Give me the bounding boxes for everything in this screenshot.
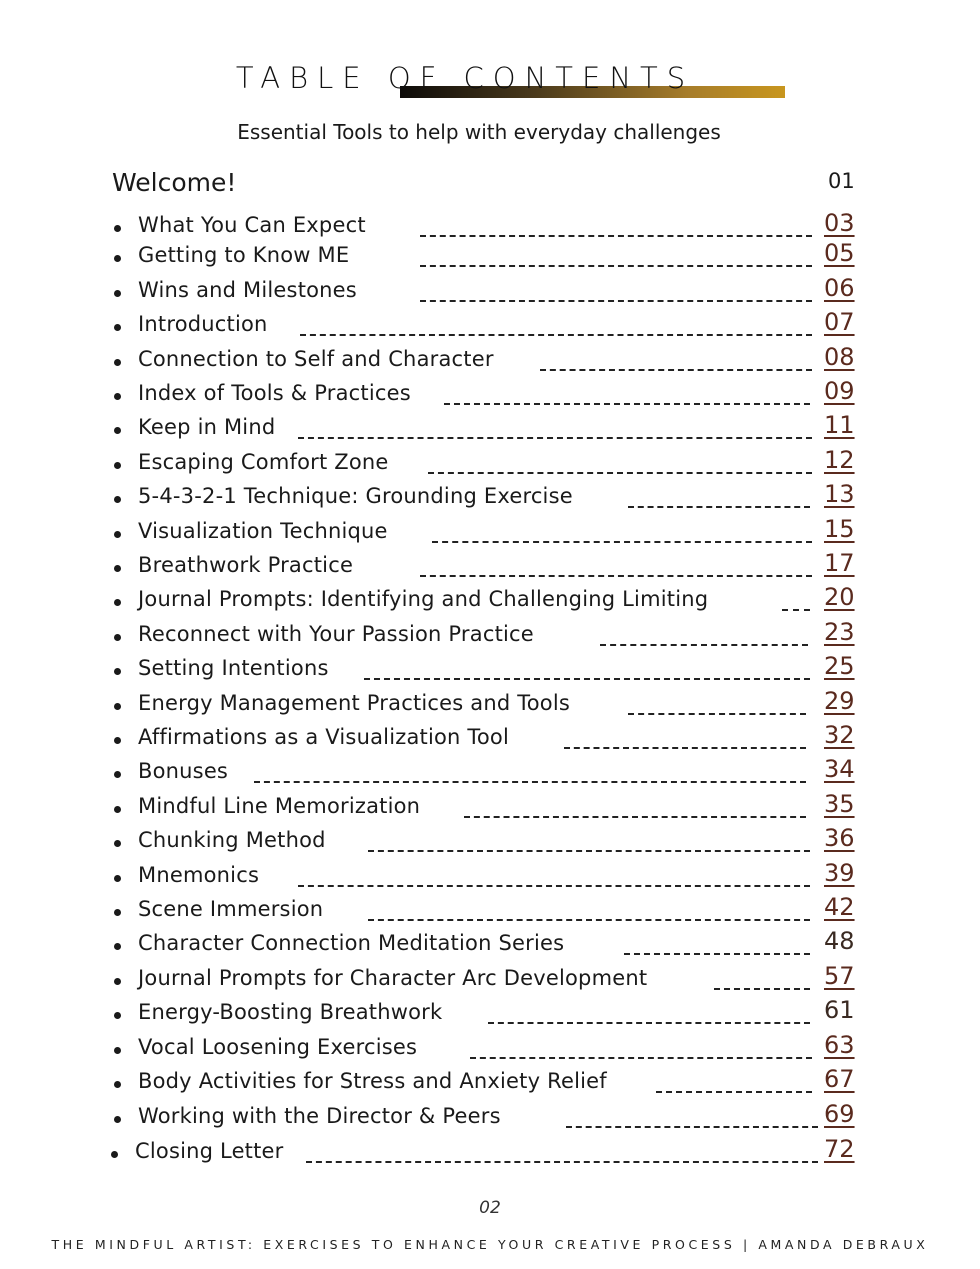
welcome-label[interactable]: Welcome! bbox=[112, 168, 237, 197]
toc-entry[interactable] bbox=[0, 379, 980, 411]
welcome-page-number[interactable]: 01 bbox=[828, 169, 855, 193]
toc-entry[interactable] bbox=[0, 861, 980, 893]
toc-entry-label[interactable]: What You Can Expect bbox=[138, 213, 366, 237]
footer-text: THE MINDFUL ARTIST: EXERCISES TO ENHANCE YOUR CREATIVE PROCESS | AMANDA DEBRAUX bbox=[51, 1237, 929, 1252]
toc-entry-page-link[interactable]: 07 bbox=[824, 308, 855, 336]
dotted-leader bbox=[714, 988, 810, 990]
toc-entry-page-link[interactable]: 11 bbox=[824, 411, 855, 439]
toc-entry-label[interactable]: Character Connection Meditation Series bbox=[138, 931, 565, 955]
toc-entry-page-link[interactable]: 03 bbox=[824, 209, 855, 237]
dotted-leader bbox=[444, 403, 810, 405]
toc-entry-page-link[interactable]: 09 bbox=[824, 377, 855, 405]
toc-entry-label[interactable]: Energy Management Practices and Tools bbox=[138, 691, 571, 715]
toc-entry[interactable] bbox=[0, 929, 980, 961]
bullet-icon bbox=[114, 634, 121, 641]
toc-entry-page-link[interactable]: 15 bbox=[824, 515, 855, 543]
toc-entry[interactable] bbox=[0, 1067, 980, 1099]
dotted-leader bbox=[300, 334, 812, 336]
toc-entry-page-link[interactable]: 69 bbox=[824, 1100, 855, 1128]
toc-entry-label[interactable]: Breathwork Practice bbox=[138, 553, 354, 577]
toc-entry-page-link[interactable]: 20 bbox=[824, 583, 855, 611]
dotted-leader bbox=[566, 1126, 818, 1128]
toc-entry-label[interactable]: Working with the Director & Peers bbox=[138, 1104, 501, 1128]
toc-entry-page-link[interactable]: 23 bbox=[824, 618, 855, 646]
bullet-icon bbox=[114, 255, 121, 262]
bullet-icon bbox=[114, 565, 121, 572]
toc-entry-page-link[interactable]: 36 bbox=[824, 824, 855, 852]
bullet-icon bbox=[114, 875, 121, 882]
toc-entry-label[interactable]: Reconnect with Your Passion Practice bbox=[138, 622, 534, 646]
dotted-leader bbox=[364, 678, 810, 680]
toc-entry[interactable] bbox=[0, 241, 980, 273]
toc-entry-label[interactable]: Introduction bbox=[138, 312, 268, 336]
dotted-leader bbox=[298, 437, 812, 439]
toc-entry-page-link[interactable]: 57 bbox=[824, 962, 855, 990]
toc-entry-page-link[interactable]: 08 bbox=[824, 343, 855, 371]
bullet-icon bbox=[114, 978, 121, 985]
toc-entry[interactable] bbox=[0, 1137, 980, 1169]
bullet-icon bbox=[114, 806, 121, 813]
toc-entry-label[interactable]: Index of Tools & Practices bbox=[138, 381, 411, 405]
bullet-icon bbox=[114, 290, 121, 297]
toc-entry-label[interactable]: Energy-Boosting Breathwork bbox=[138, 1000, 443, 1024]
dotted-leader bbox=[628, 506, 810, 508]
dotted-leader bbox=[470, 1057, 812, 1059]
bullet-icon bbox=[111, 1151, 118, 1158]
toc-entry-page-link[interactable]: 25 bbox=[824, 652, 855, 680]
toc-entry[interactable] bbox=[0, 413, 980, 445]
bullet-icon bbox=[114, 1047, 121, 1054]
toc-entry-label[interactable]: Wins and Milestones bbox=[138, 278, 357, 302]
bullet-icon bbox=[114, 427, 121, 434]
toc-entry[interactable] bbox=[0, 757, 980, 789]
bullet-icon bbox=[114, 1012, 121, 1019]
toc-entry[interactable] bbox=[0, 517, 980, 549]
toc-entry[interactable] bbox=[0, 689, 980, 721]
bullet-icon bbox=[114, 393, 121, 400]
toc-entry-label[interactable]: Mnemonics bbox=[138, 863, 260, 887]
toc-entry-label[interactable]: Visualization Technique bbox=[138, 519, 388, 543]
toc-entry-label[interactable]: Affirmations as a Visualization Tool bbox=[138, 725, 510, 749]
toc-entry-page-link[interactable]: 05 bbox=[824, 239, 855, 267]
dotted-leader bbox=[432, 541, 812, 543]
toc-entry-page-link[interactable]: 67 bbox=[824, 1065, 855, 1093]
toc-entry-label[interactable]: Connection to Self and Character bbox=[138, 347, 494, 371]
toc-entry[interactable] bbox=[0, 310, 980, 342]
toc-entry-page-link[interactable]: 39 bbox=[824, 859, 855, 887]
page-number: 02 bbox=[479, 1198, 501, 1218]
toc-entry[interactable] bbox=[0, 723, 980, 755]
toc-entry[interactable] bbox=[0, 792, 980, 824]
toc-entry-label[interactable]: Chunking Method bbox=[138, 828, 326, 852]
toc-entry[interactable] bbox=[0, 345, 980, 377]
bullet-icon bbox=[114, 771, 121, 778]
dotted-leader bbox=[628, 713, 806, 715]
dotted-leader bbox=[656, 1091, 812, 1093]
toc-entry-page-link[interactable]: 13 bbox=[824, 480, 855, 508]
toc-entry[interactable] bbox=[0, 1102, 980, 1134]
bullet-icon bbox=[114, 703, 121, 710]
toc-entry-label[interactable]: Body Activities for Stress and Anxiety Relief bbox=[138, 1069, 607, 1093]
toc-entry-page-link[interactable]: 72 bbox=[824, 1135, 855, 1163]
bullet-icon bbox=[114, 225, 121, 232]
dotted-leader bbox=[624, 953, 810, 955]
title-block bbox=[0, 58, 980, 102]
bullet-icon bbox=[114, 909, 121, 916]
toc-entry-page-link[interactable]: 48 bbox=[824, 927, 855, 955]
toc-entry-label[interactable]: Journal Prompts for Character Arc Development bbox=[138, 966, 648, 990]
toc-entry-label[interactable]: Setting Intentions bbox=[138, 656, 329, 680]
dotted-leader bbox=[540, 369, 812, 371]
page-title: TABLE OF CONTENTS bbox=[235, 61, 695, 95]
dotted-leader bbox=[420, 265, 812, 267]
dotted-leader bbox=[254, 781, 806, 783]
dotted-leader bbox=[420, 575, 812, 577]
toc-entry-label[interactable]: Vocal Loosening Exercises bbox=[138, 1035, 418, 1059]
toc-entry[interactable] bbox=[0, 826, 980, 858]
dotted-leader bbox=[782, 609, 810, 611]
toc-entry[interactable] bbox=[0, 895, 980, 927]
dotted-leader bbox=[368, 850, 810, 852]
dotted-leader bbox=[368, 919, 810, 921]
toc-entry-page-link[interactable]: 06 bbox=[824, 274, 855, 302]
bullet-icon bbox=[114, 462, 121, 469]
toc-entry[interactable] bbox=[0, 482, 980, 514]
dotted-leader bbox=[600, 644, 808, 646]
toc-entry-label[interactable]: Mindful Line Memorization bbox=[138, 794, 421, 818]
toc-entry-page-link[interactable]: 32 bbox=[824, 721, 855, 749]
dotted-leader bbox=[298, 885, 810, 887]
bullet-icon bbox=[114, 531, 121, 538]
dotted-leader bbox=[428, 472, 812, 474]
bullet-icon bbox=[114, 737, 121, 744]
bullet-icon bbox=[114, 599, 121, 606]
toc-entry-label[interactable]: Journal Prompts: Identifying and Challenging Limiting bbox=[138, 587, 709, 611]
toc-entry-page-link[interactable]: 35 bbox=[824, 790, 855, 818]
toc-entry[interactable] bbox=[0, 654, 980, 686]
toc-entry[interactable] bbox=[0, 964, 980, 996]
toc-entry-label[interactable]: Closing Letter bbox=[135, 1139, 284, 1163]
toc-entry-page-link[interactable]: 63 bbox=[824, 1031, 855, 1059]
toc-entry-label[interactable]: Bonuses bbox=[138, 759, 229, 783]
dotted-leader bbox=[488, 1022, 810, 1024]
toc-entry-page-link[interactable]: 12 bbox=[824, 446, 855, 474]
toc-entry-page-link[interactable]: 34 bbox=[824, 755, 855, 783]
toc-entry-page-link[interactable]: 29 bbox=[824, 687, 855, 715]
bullet-icon bbox=[114, 840, 121, 847]
toc-entry-label[interactable]: Scene Immersion bbox=[138, 897, 324, 921]
dotted-leader bbox=[420, 235, 812, 237]
toc-entry[interactable] bbox=[0, 1033, 980, 1065]
bullet-icon bbox=[114, 496, 121, 503]
dotted-leader bbox=[464, 816, 806, 818]
dotted-leader bbox=[306, 1161, 818, 1163]
bullet-icon bbox=[114, 668, 121, 675]
toc-entry-page-link[interactable]: 42 bbox=[824, 893, 855, 921]
toc-entry[interactable] bbox=[0, 998, 980, 1030]
toc-entry-page-link[interactable]: 61 bbox=[824, 996, 855, 1024]
toc-entry-label[interactable]: Keep in Mind bbox=[138, 415, 276, 439]
page-subtitle: Essential Tools to help with everyday challenges bbox=[237, 120, 721, 144]
toc-entry[interactable] bbox=[0, 448, 980, 480]
toc-entry-label[interactable]: Getting to Know ME bbox=[138, 243, 350, 267]
toc-entry[interactable] bbox=[0, 551, 980, 583]
bullet-icon bbox=[114, 943, 121, 950]
bullet-icon bbox=[114, 1081, 121, 1088]
toc-entry-label[interactable]: Escaping Comfort Zone bbox=[138, 450, 389, 474]
toc-entry-page-link[interactable]: 17 bbox=[824, 549, 855, 577]
toc-entry-label[interactable]: 5-4-3-2-1 Technique: Grounding Exercise bbox=[138, 484, 573, 508]
toc-entry[interactable] bbox=[0, 276, 980, 308]
toc-entry[interactable] bbox=[0, 585, 980, 617]
bullet-icon bbox=[114, 359, 121, 366]
toc-entry[interactable] bbox=[0, 620, 980, 652]
dotted-leader bbox=[420, 300, 812, 302]
dotted-leader bbox=[564, 747, 806, 749]
bullet-icon bbox=[114, 324, 121, 331]
bullet-icon bbox=[114, 1116, 121, 1123]
